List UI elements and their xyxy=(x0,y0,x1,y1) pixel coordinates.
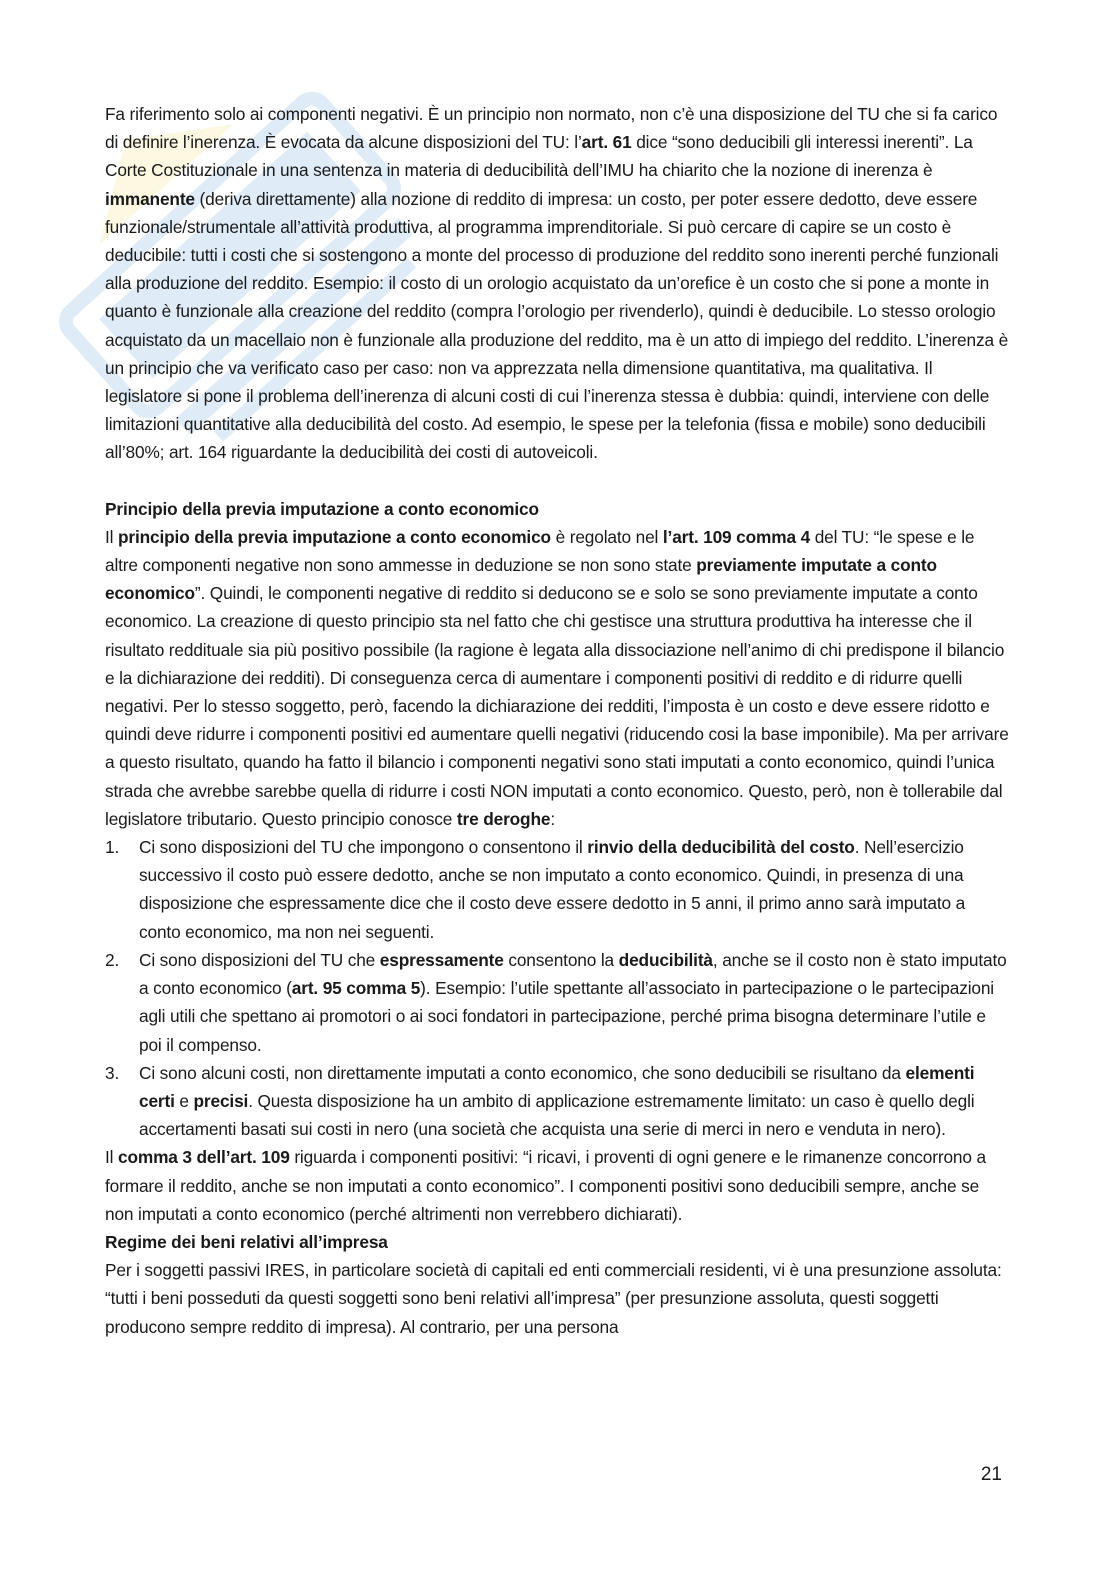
list-item xyxy=(105,833,1010,946)
bold-text: comma 3 dell’art. 109 xyxy=(118,1147,290,1168)
list-item-number: 2. xyxy=(105,949,120,970)
list-item-text: Ci sono disposizioni del TU che impongono o consentono il rinvio della deducibilità del costo. Nell’esercizio successivo il costo può essere dedotto, anche se non imputato a conto economico. Quindi, in presenza di una disposizione che espressamente dice che il costo deve essere dedotto in 5 anni, il primo anno sarà imputato a conto economico, ma non nei seguenti. xyxy=(139,837,966,942)
list-item xyxy=(105,946,1010,1059)
list-item-text: Ci sono disposizioni del TU che espressamente consentono la deducibilità, anche se il costo non è stato imputato a conto economico (art. 95 comma 5). Esempio: l’utile spettante all’associato in partecipazione o le partecipazioni agli utili che spettano ai promotori o ai soci fondatori in partecipazione, perché prima bisogna determinare l’utile e poi il compenso. xyxy=(139,949,1007,1055)
list-item-number: 3. xyxy=(105,1062,120,1083)
list-item-text: Ci sono alcuni costi, non direttamente imputati a conto economico, che sono deducibili se risultano da elementi certi e precisi. Questa disposizione ha un ambito di applicazione estremamente limitato: un caso è quello degli accertamenti basati sui costi in nero (una società che acquista una serie di merci in nero e venduta in nero). xyxy=(139,1062,975,1140)
bold-text: art. 61 xyxy=(581,132,632,153)
paragraph-componenti-positivi: Il comma 3 dell’art. 109 riguarda i componenti positivi: “i ricavi, i proventi di ogni genere e le rimanenze concorrono a formare il reddito, anche se non imputati a conto economico”. I componenti positivi sono deducibili sempre, anche se non imputati a conto economico (perché altrimenti non verrebbero dichiarati). xyxy=(105,1147,986,1224)
bold-text: immanente xyxy=(105,188,195,209)
page-number: 21 xyxy=(980,1464,1002,1485)
bold-text: art. 95 comma 5 xyxy=(291,978,421,999)
bold-text: espressamente xyxy=(379,949,504,970)
bold-text: rinvio della deducibilità del costo xyxy=(587,837,855,858)
bold-text: previamente imputate a conto economico xyxy=(105,555,937,604)
bold-text: precisi xyxy=(193,1090,249,1111)
bold-text: tre deroghe xyxy=(456,808,551,829)
paragraph-regime-beni: Per i soggetti passivi IRES, in particolare società di capitali ed enti commerciali residenti, vi è una presunzione assoluta: “tutti i beni posseduti da questi soggetti sono beni relativi all’impresa” (per presunzione assoluta, questi soggetti producono sempre reddito di impresa). Al contrario, per una persona xyxy=(105,1260,1002,1337)
bold-text: l’art. 109 comma 4 xyxy=(662,526,811,547)
paragraph-previa-imputazione: Il principio della previa imputazione a conto economico è regolato nel l’art. 109 comma 4 del TU: “le spese e le altre componenti negative non sono ammesse in deduzione se non sono state previamente imputate a conto economico”. Quindi, le componenti negative di reddito si deducono se e solo se sono previamente imputate a conto economico. La creazione di questo principio sta nel fatto che chi gestisce una struttura produttiva ha interesse che il risultato reddituale sia più positivo possibile (la ragione è legata alla dissociazione nell’animo di chi predispone il bilancio e la dichiarazione dei redditi). Di conseguenza cerca di aumentare i componenti positivi di reddito e di ridurre quelli negativi. Per lo stesso soggetto, però, facendo la dichiarazione dei redditi, l’imposta è un costo e deve essere ridotto e quindi deve ridurre i componenti positivi ed aumentare quelli negativi (riducendo cosi la base imponibile). Ma per arrivare a questo risultato, quando ha fatto il bilancio i componenti negativi sono stati imputati a conto economico, quindi l’unica strada che avrebbe sarebbe quella di ridurre i costi NON imputati a conto economico. Questo, però, non è tollerabile dal legislatore tributario. Questo principio conosce tre deroghe: xyxy=(105,526,1009,829)
deroghe-list xyxy=(105,833,1010,1143)
paragraph-inerenza: Fa riferimento solo ai componenti negativi. È un principio non normato, non c’è una disposizione del TU che si fa carico di definire l’inerenza. È evocata da alcune disposizioni del TU: l’art. 61 dice “sono deducibili gli interessi inerenti”. La Corte Costituzionale in una sentenza in materia di deducibilità dell’IMU ha chiarito che la nozione di inerenza è immanente (deriva direttamente) alla nozione di reddito di impresa: un costo, per poter essere dedotto, deve essere funzionale/strumentale all’attività produttiva, al programma imprenditoriale. Si può cercare di capire se un costo è deducibile: tutti i costi che si sostengono a monte del processo di produzione del reddito sono inerenti perché funzionali alla produzione del reddito. Esempio: il costo di un orologio acquistato da un’orefice è un costo che si pone a monte in quanto è funzionale alla creazione del reddito (compra l’orologio per rivenderlo), quindi è deducibile. Lo stesso orologio acquistato da un macellaio non è funzionale alla produzione del reddito, ma è un atto di impiego del reddito. L’inerenza è un principio che va verificato caso per caso: non va apprezzata nella dimensione quantitativa, ma qualitativa. Il legislatore si pone il problema dell’inerenza di alcuni costi di cui l’inerenza stessa è dubbia: quindi, interviene con delle limitazioni quantitative alla deducibilità del costo. Ad esempio, le spese per la telefonia (fissa e mobile) sono deducibili all’80%; art. 164 riguardante la deducibilità dei costi di autoveicoli. xyxy=(105,104,1009,463)
section-heading-regime-beni: Regime dei beni relativi all’impresa xyxy=(105,1231,388,1252)
bold-text: elementi certi xyxy=(139,1062,975,1111)
bold-text: deducibilità xyxy=(618,949,713,970)
paragraph-gap xyxy=(105,467,1010,495)
list-item xyxy=(105,1059,1010,1144)
list-item-number: 1. xyxy=(105,837,120,858)
document-body xyxy=(105,100,1010,1341)
section-heading-previa-imputazione: Principio della previa imputazione a conto economico xyxy=(105,498,539,519)
bold-text: principio della previa imputazione a conto economico xyxy=(118,526,551,547)
